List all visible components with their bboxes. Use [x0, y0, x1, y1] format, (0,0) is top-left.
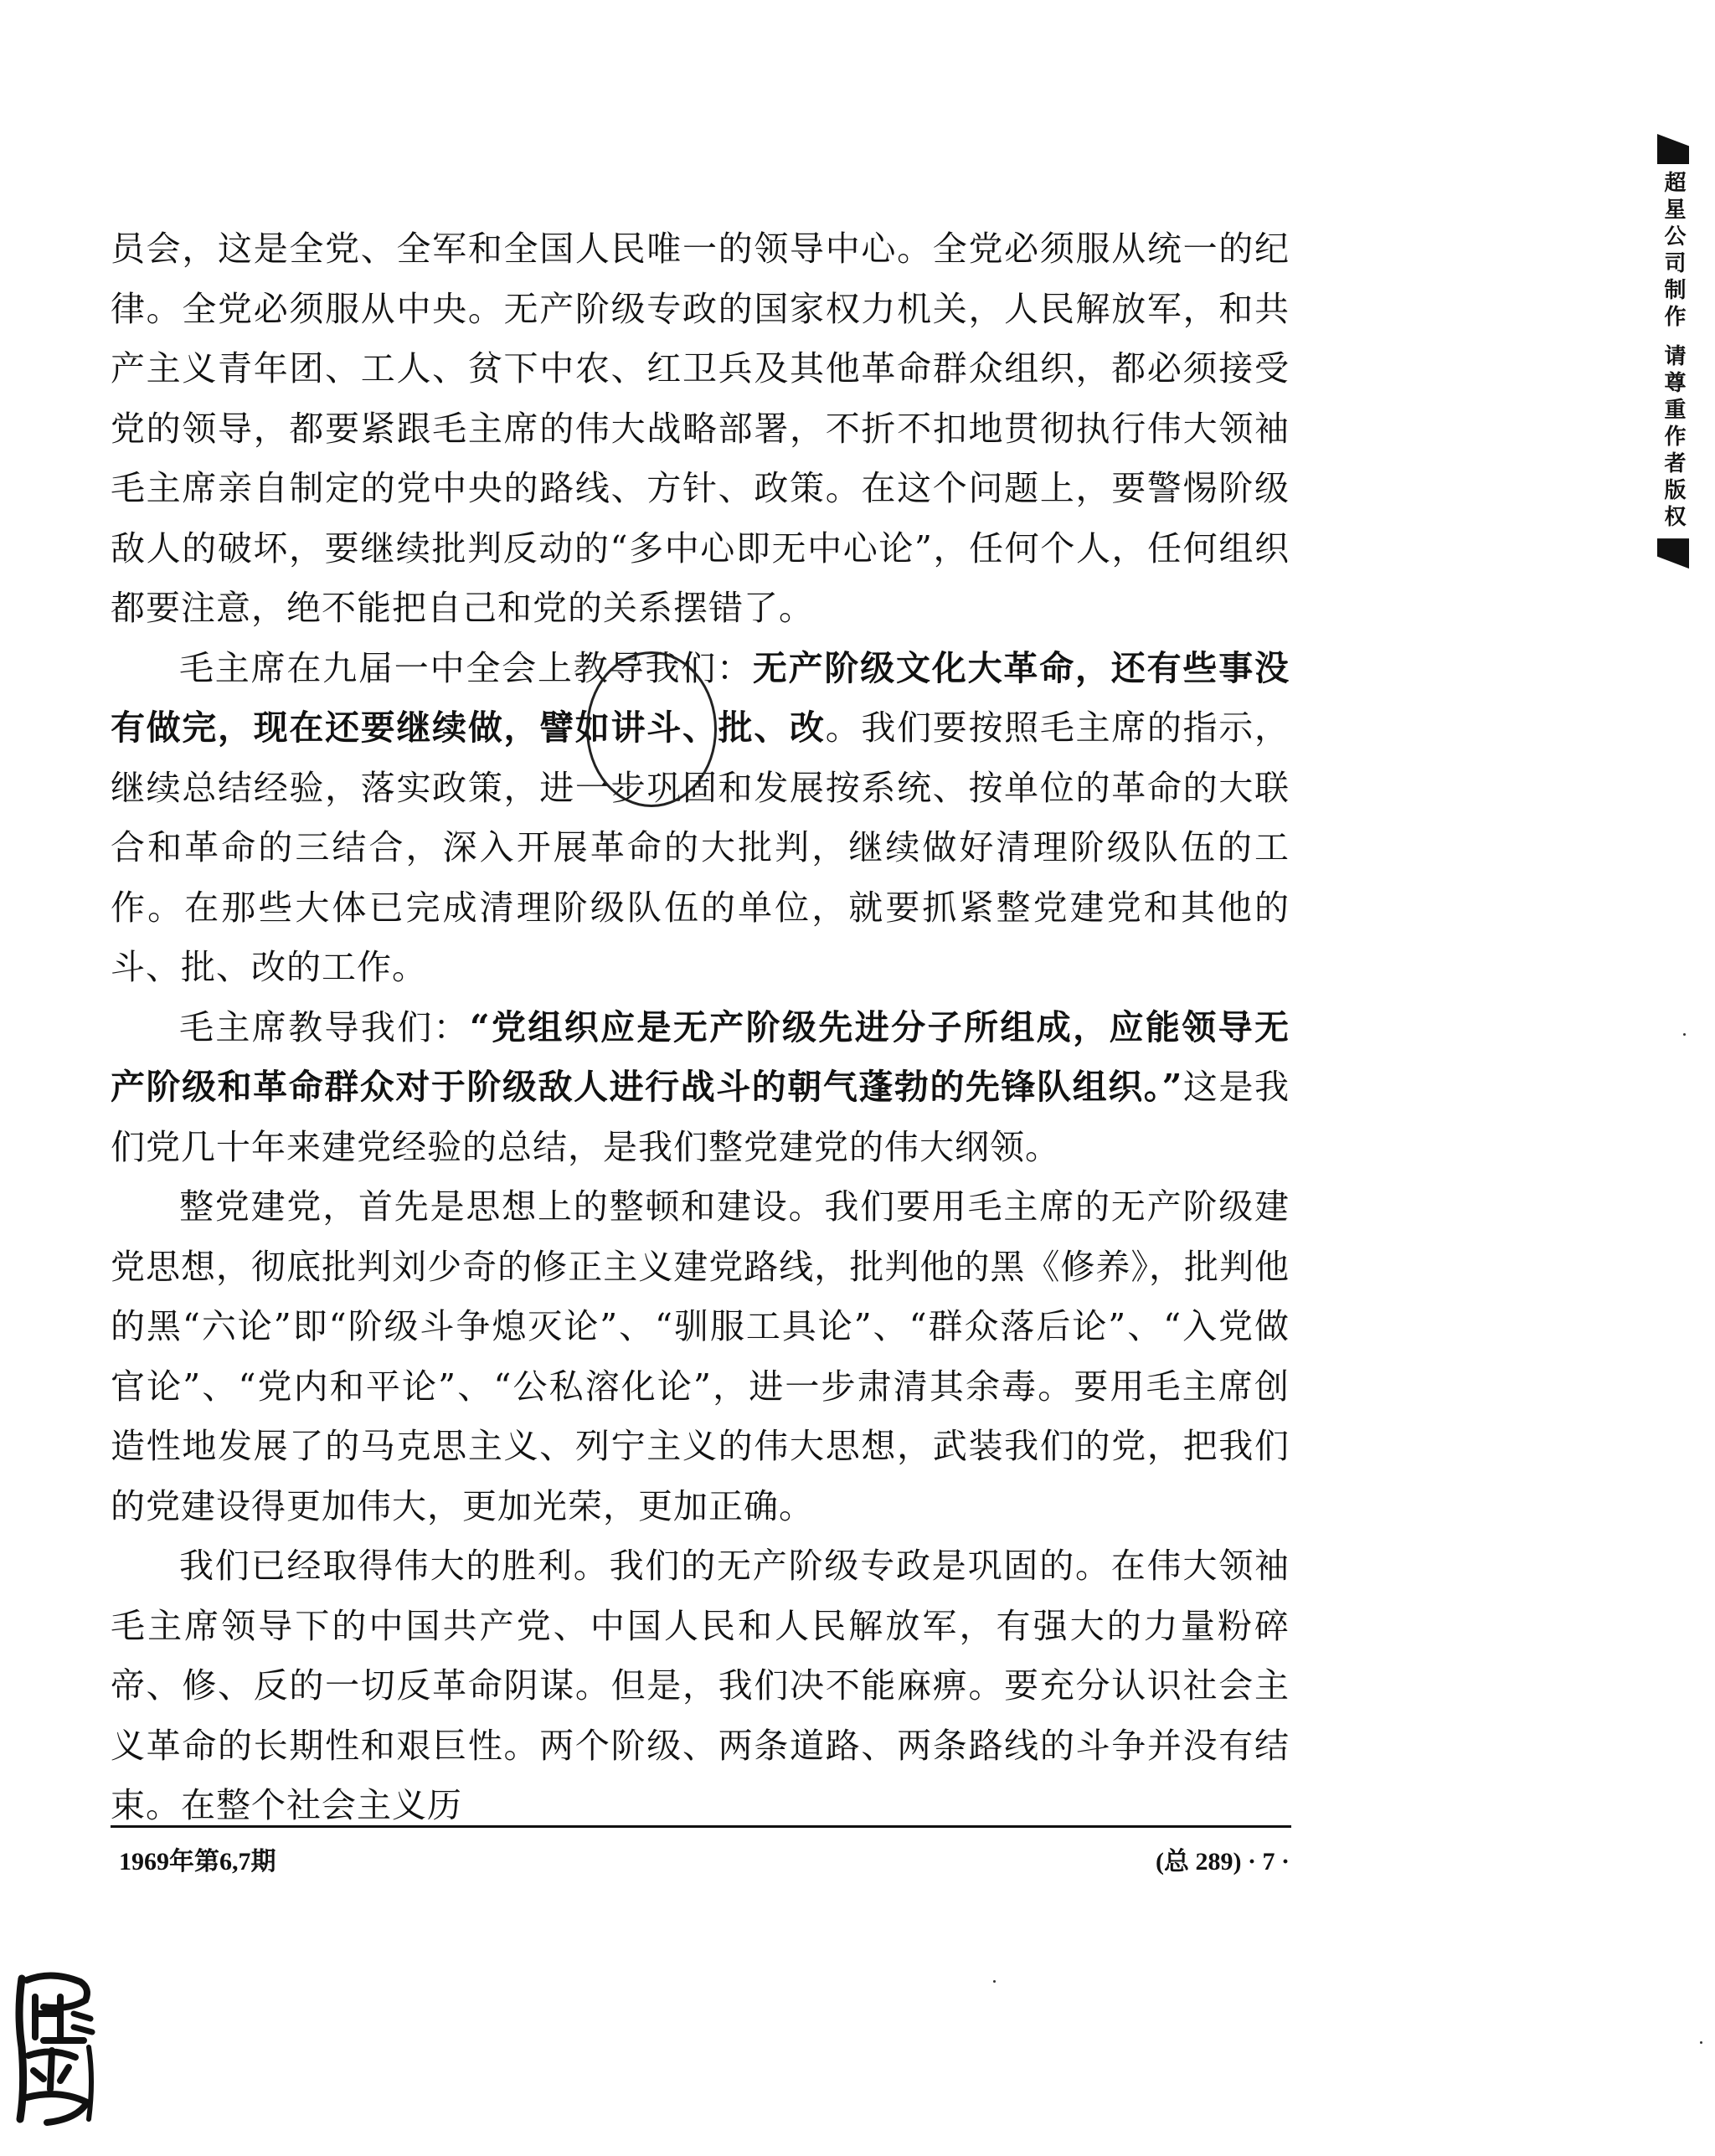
side-note-bottom-bar [1657, 538, 1689, 569]
paragraph-2-intro: 毛主席在九届一中全会上教导我们： [179, 647, 753, 688]
paragraph-2-rest: 。我们要按照毛主席的指示，继续总结经验，落实政策，进一步巩固和发展按系统、按单位的革命的大联合和革命的三结合，深入开展革命的大批判，继续做好清理阶级队伍的工作。在那些大体已完成清理阶级队伍的单位，就要抓紧整党建党和其他的斗、批、改的工作。 [111, 708, 1290, 987]
speck [1700, 2041, 1702, 2044]
speck [993, 1980, 996, 1983]
paragraph-3-rest: 这是我们党几十年来建党经验的总结，是我们整党建党的伟大纲领。 [111, 1067, 1290, 1167]
paragraph-3-intro: 毛主席教导我们： [179, 1006, 471, 1047]
footer-rule [111, 1825, 1291, 1828]
seal-stamp-icon [10, 1963, 100, 2131]
paragraph-5: 我们已经取得伟大的胜利。我们的无产阶级专政是巩固的。在伟大领袖毛主席领导下的中国共产党、中国人民和人民解放军，有强大的力量粉碎帝、修、反的一切反革命阴谋。但是，我们决不能麻痹。要充分认识社会主义革命的长期性和艰巨性。两个阶级、两条道路、两条路线的斗争并没有结束。在整个社会主义历 [111, 1546, 1290, 1825]
body-text [111, 219, 1290, 1836]
issue-label: 1969年第6,7期 [119, 1848, 276, 1876]
side-note-text: 超星公司制作 请尊重作者版权 [1661, 171, 1686, 533]
paragraph-3 [111, 998, 1290, 1178]
copyright-side-note [1656, 134, 1690, 569]
paragraph-2 [111, 639, 1290, 998]
paragraph-3-quote: “党组织应是无产阶级先进分子所组成，应能领导无产阶级和革命群众对于阶级敌人进行战斗的朝气蓬勃的先锋队组织。” [111, 1006, 1290, 1107]
speck [1683, 1033, 1686, 1036]
side-note-top-bar [1657, 134, 1689, 164]
paragraph-4: 整党建党，首先是思想上的整顿和建设。我们要用毛主席的无产阶级建党思想，彻底批判刘少奇的修正主义建党路线，批判他的黑《修养》，批判他的黑“六论”即“阶级斗争熄灭论”、“驯服工具论”、“群众落后论”、“入党做官论”、“党内和平论”、“公私溶化论”，进一步肃清其余毒。要用毛主席创造性地发展了的马克思主义、列宁主义的伟大思想，武装我们的党，把我们的党建设得更加伟大，更加光荣，更加正确。 [111, 1186, 1290, 1526]
paragraph-1: 员会，这是全党、全军和全国人民唯一的领导中心。全党必须服从统一的纪律。全党必须服从中央。无产阶级专政的国家权力机关，人民解放军，和共产主义青年团、工人、贫下中农、红卫兵及其他革命群众组织，都必须接受党的领导，都要紧跟毛主席的伟大战略部署，不折不扣地贯彻执行伟大领袖毛主席亲自制定的党中央的路线、方针、政策。在这个问题上，要警惕阶级敌人的破坏，要继续批判反动的“多中心即无中心论”，任何个人，任何组织都要注意，绝不能把自己和党的关系摆错了。 [111, 229, 1290, 628]
paragraph-2-quote: 无产阶级文化大革命，还有些事没有做完，现在还要继续做，譬如讲斗、批、改 [111, 647, 1290, 748]
page-number: (总 289) · 7 · [1156, 1848, 1290, 1876]
